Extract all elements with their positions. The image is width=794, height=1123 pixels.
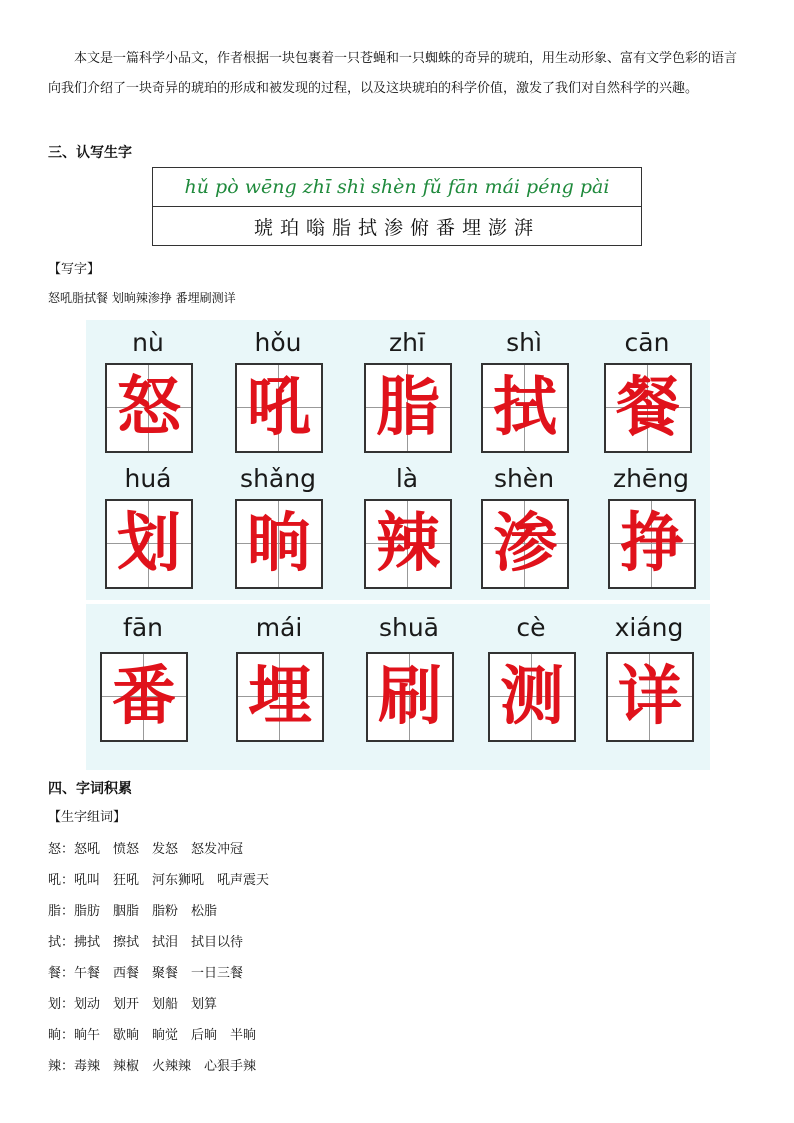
card-pinyin: cān xyxy=(624,328,670,357)
tian-grid-box xyxy=(364,499,452,589)
card-character: 详 xyxy=(618,659,682,734)
tian-grid-box xyxy=(236,652,324,742)
card-pinyin: fān xyxy=(123,613,163,642)
card-character: 埋 xyxy=(248,659,312,734)
word-group-line: 拭：拂拭 擦拭 拭泪 拭目以待 xyxy=(48,935,244,950)
tian-grid-box xyxy=(105,499,193,589)
word-group-line: 晌：晌午 歇晌 晌觉 后晌 半晌 xyxy=(48,1028,257,1043)
tian-grid-box xyxy=(366,652,454,742)
pinyin-row: hǔ pò wēng zhī shì shèn fǔ fān mái péng pài xyxy=(153,168,642,207)
card-pinyin: nù xyxy=(132,328,164,357)
tian-grid-box xyxy=(235,363,323,453)
card-character: 吼 xyxy=(247,370,311,445)
tian-grid-box xyxy=(364,363,452,453)
card-pinyin: là xyxy=(395,464,419,493)
card-pinyin: shèn xyxy=(493,464,555,493)
card-character: 脂 xyxy=(376,370,440,445)
tian-grid-box xyxy=(488,652,576,742)
card-character: 划 xyxy=(117,506,181,581)
word-group-line: 怒：怒吼 愤怒 发怒 怒发冲冠 xyxy=(48,842,244,857)
tian-grid-box xyxy=(481,363,569,453)
character-row: 琥珀嗡脂拭渗俯番埋澎湃 xyxy=(153,207,642,246)
section4-title: 四、字词积累 xyxy=(48,781,132,797)
card-pinyin: cè xyxy=(516,613,546,642)
card-character: 餐 xyxy=(616,370,680,445)
card-character: 晌 xyxy=(247,506,311,581)
section3-title: 三、认写生字 xyxy=(48,145,132,161)
card-pinyin: xiáng xyxy=(614,613,684,642)
word-group-line: 餐：午餐 西餐 聚餐 一日三餐 xyxy=(48,966,244,981)
tian-grid-box xyxy=(604,363,692,453)
card-character: 挣 xyxy=(620,506,684,581)
intro-paragraph: 本文是一篇科学小品文，作者根据一块包裹着一只苍蝇和一只蜘蛛的奇异的琥珀，用生动形象、富有文学色彩的语言向我们介绍了一块奇异的琥珀的形成和被发现的过程，以及这块琥珀的科学价值，激发了我们对自然科学的兴趣。 xyxy=(48,51,738,96)
pinyin-table xyxy=(152,167,642,246)
card-character: 测 xyxy=(500,659,564,734)
card-character: 怒 xyxy=(117,370,181,445)
card-pinyin: mái xyxy=(255,613,303,642)
card-pinyin: zhēng xyxy=(612,464,690,493)
word-group-line: 划：划动 划开 划船 划算 xyxy=(48,997,218,1012)
card-character: 番 xyxy=(112,659,176,734)
card-character: 拭 xyxy=(493,370,557,445)
word-group-line: 吼：吼叫 狂吼 河东狮吼 吼声震天 xyxy=(48,873,270,888)
card-pinyin: zhī xyxy=(389,328,425,357)
word-group-label: 【生字组词】 xyxy=(48,810,127,825)
write-list: 怒吼脂拭餐 划晌辣渗挣 番埋刷测详 xyxy=(48,291,236,305)
tian-grid-box xyxy=(606,652,694,742)
tian-grid-box xyxy=(481,499,569,589)
card-pinyin: shì xyxy=(506,328,542,357)
card-pinyin: hǒu xyxy=(254,328,302,357)
write-label: 【写字】 xyxy=(48,262,101,277)
card-pinyin: shuā xyxy=(378,613,440,642)
card-character: 辣 xyxy=(376,506,440,581)
card-pinyin: shǎng xyxy=(240,464,316,493)
tian-grid-box xyxy=(105,363,193,453)
word-group-line: 辣：毒辣 辣椒 火辣辣 心狠手辣 xyxy=(48,1059,257,1074)
tian-grid-box xyxy=(608,499,696,589)
card-character: 刷 xyxy=(378,659,442,734)
tian-grid-box xyxy=(235,499,323,589)
tian-grid-box xyxy=(100,652,188,742)
card-character: 渗 xyxy=(493,506,557,581)
card-pinyin: huá xyxy=(124,464,172,493)
word-group-line: 脂：脂肪 胭脂 脂粉 松脂 xyxy=(48,904,218,919)
